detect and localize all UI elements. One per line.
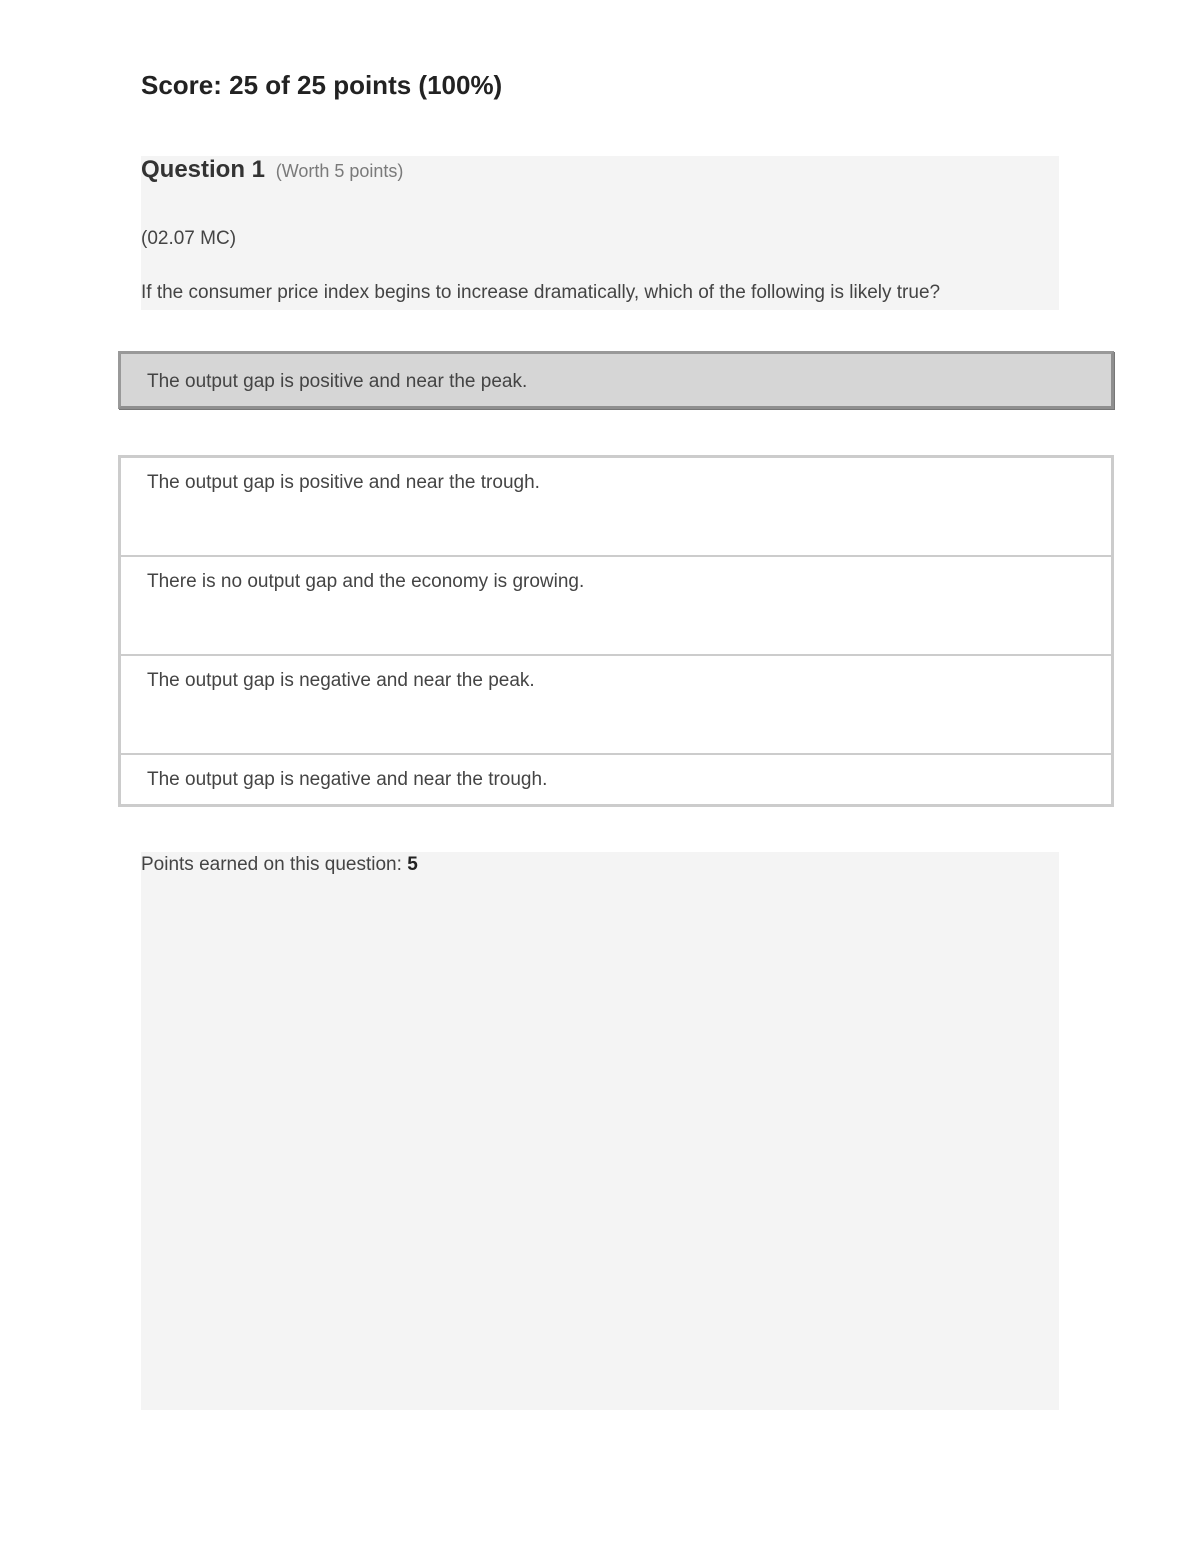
question-worth: (Worth 5 points) <box>275 161 404 181</box>
answer-option-text: There is no output gap and the economy is growing. <box>147 571 585 592</box>
answer-option[interactable] <box>121 656 1111 755</box>
answer-option[interactable] <box>121 755 1111 804</box>
answer-option-text: The output gap is positive and near the trough. <box>147 472 540 493</box>
answer-option[interactable] <box>121 557 1111 656</box>
answer-option-text: The output gap is negative and near the trough. <box>147 769 548 790</box>
points-label: Points earned on this question: <box>141 854 402 875</box>
points-value: 5 <box>407 854 418 875</box>
answer-options-list <box>118 455 1114 807</box>
selected-answer[interactable] <box>118 351 1114 409</box>
question-text: If the consumer price index begins to increase dramatically, which of the following is likely true? <box>141 282 941 303</box>
points-block <box>141 852 1059 1410</box>
score-heading: Score: 25 of 25 points (100%) <box>141 70 503 100</box>
question-block <box>141 156 1059 310</box>
selected-answer-text: The output gap is positive and near the peak. <box>147 371 528 392</box>
question-heading <box>141 156 403 184</box>
points-earned <box>141 854 418 876</box>
answer-option-text: The output gap is negative and near the peak. <box>147 670 535 691</box>
question-title: Question 1 <box>141 156 266 183</box>
answer-option[interactable] <box>121 458 1111 557</box>
question-code: (02.07 MC) <box>141 228 237 249</box>
